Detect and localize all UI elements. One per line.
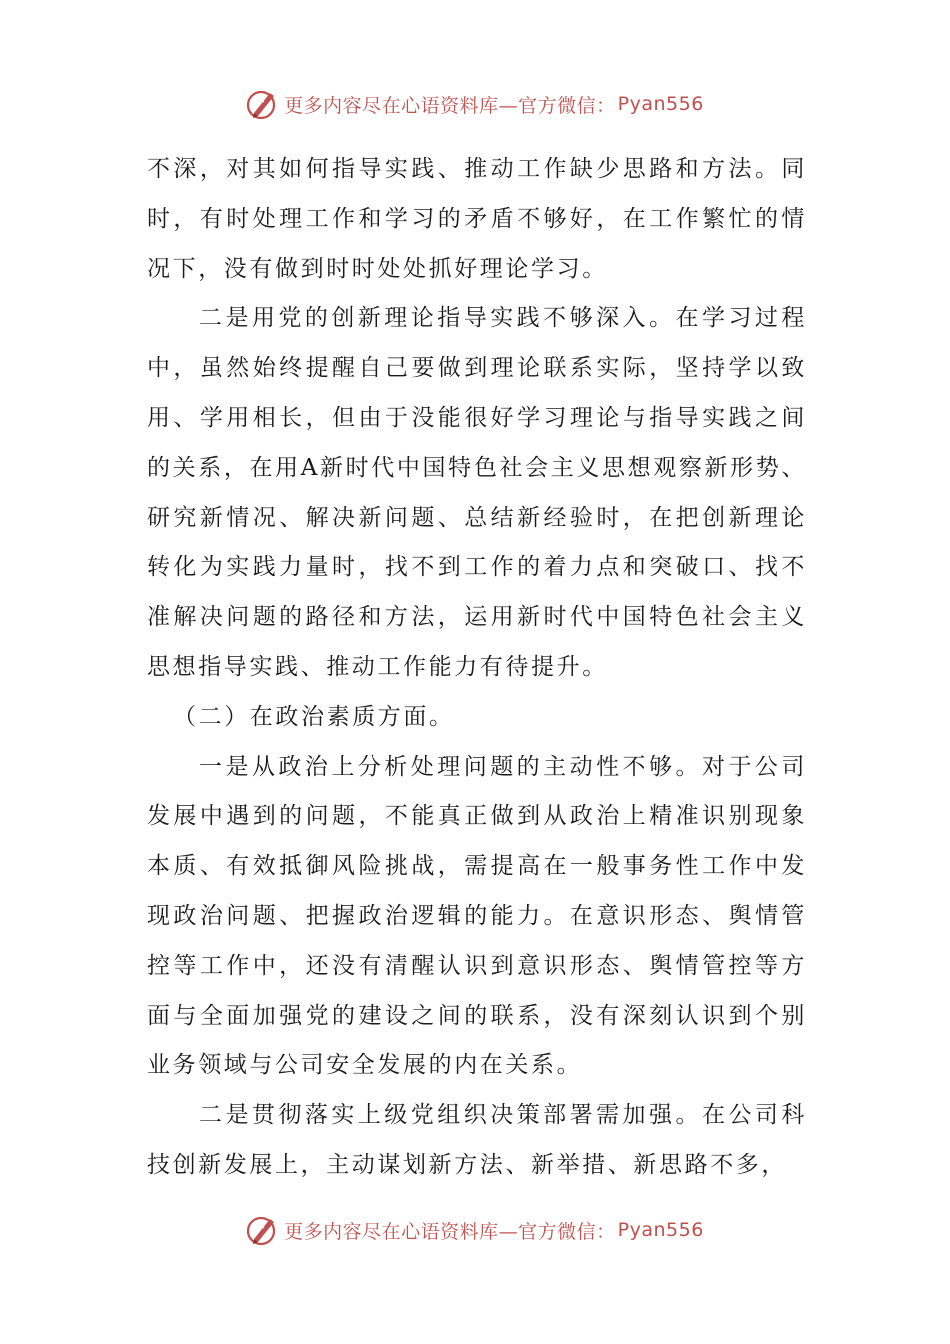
header-watermark-banner [0, 82, 950, 126]
document-body [147, 145, 807, 1191]
footer-brand-text: 更多内容尽在心语资料库—官方微信： [284, 1220, 616, 1243]
paragraph-1: 不深，对其如何指导实践、推动工作缺少思路和方法。同时，有时处理工作和学习的矛盾不够好，在工作繁忙的情况下，没有做到时时处处抓好理论学习。 [147, 156, 807, 282]
section-heading: （二）在政治素质方面。 [173, 703, 455, 730]
header-brand-text: 更多内容尽在心语资料库—官方微信： [284, 94, 616, 117]
paragraph-2: 二是用党的创新理论指导实践不够深入。在学习过程中，虽然始终提醒自己要做到理论联系实际，坚持学以致用、学用相长，但由于没能很好学习理论与指导实践之间的关系，在用A新时代中国特色社会主义思想观察新形势、研究新情况、解决新问题、总结新经验时，在把创新理论转化为实践力量时，找不到工作的着力点和突破口、找不准解决问题的路径和方法，运用新时代中国特色社会主义思想指导实践、推动工作能力有待提升。 [147, 305, 807, 680]
footer-wechat-handle: Pyan556 [617, 1219, 704, 1241]
paragraph-3: 一是从政治上分析处理问题的主动性不够。对于公司发展中遇到的问题，不能真正做到从政治上精准识别现象本质、有效抵御风险挑战，需提高在一般事务性工作中发现政治问题、把握政治逻辑的能力。在意识形态、舆情管控等工作中，还没有清醒认识到意识形态、舆情管控等方面与全面加强党的建设之间的联系，没有深刻认识到个别业务领域与公司安全发展的内在关系。 [147, 753, 807, 1079]
paragraph-4: 二是贯彻落实上级党组织决策部署需加强。在公司科技创新发展上，主动谋划新方法、新举措、新思路不多， [147, 1102, 807, 1178]
header-wechat-handle: Pyan556 [617, 93, 704, 115]
pen-logo-icon [246, 1213, 280, 1247]
footer-watermark-banner [0, 1208, 950, 1252]
pen-logo-icon [246, 87, 280, 121]
